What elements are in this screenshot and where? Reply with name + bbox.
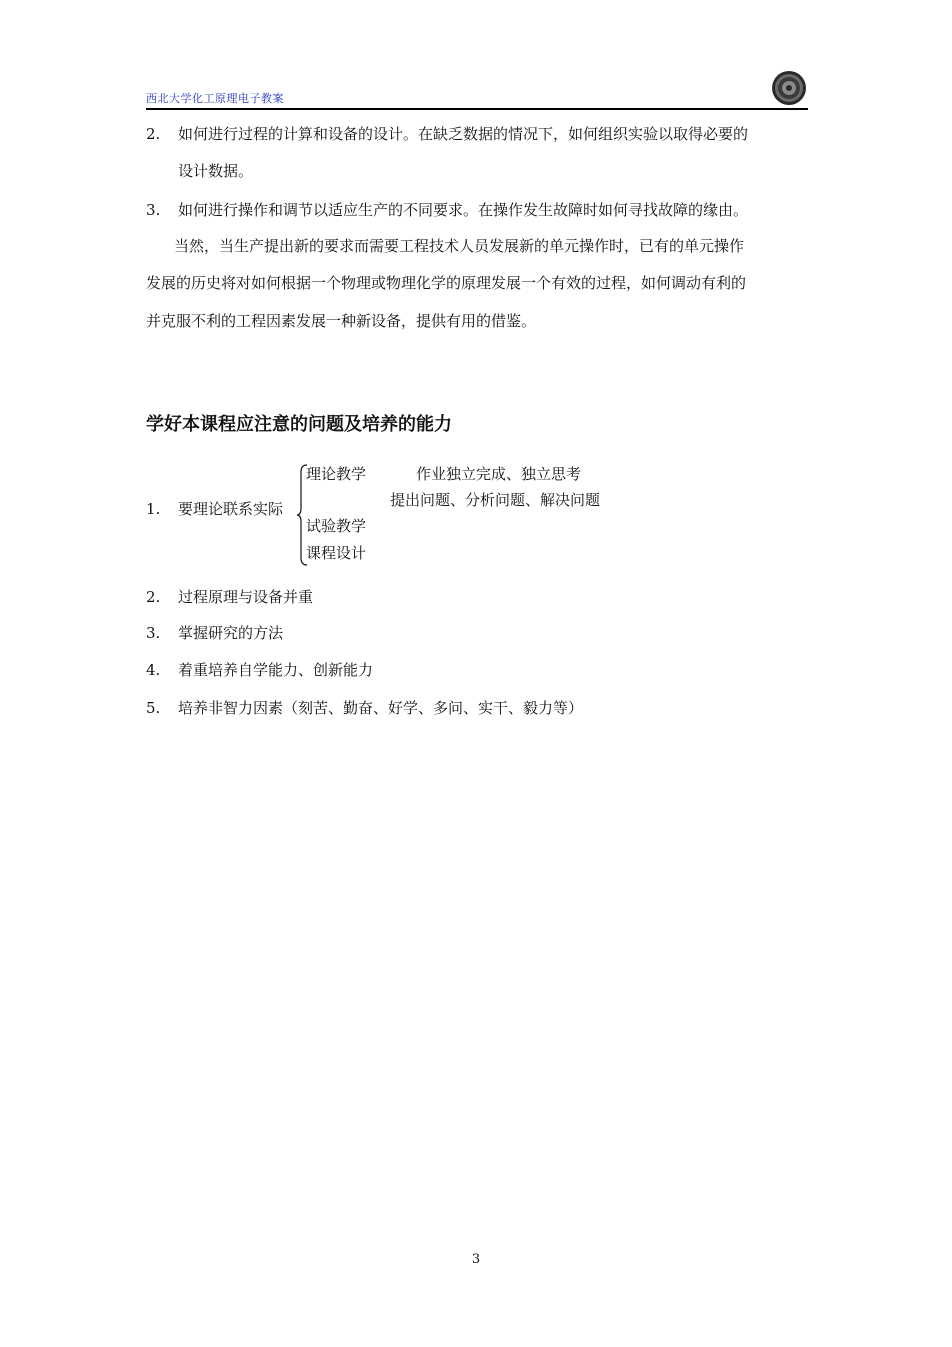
- branch-experiment: 试验教学: [306, 517, 367, 535]
- item-text: 如何进行操作和调节以适应生产的不同要求。在操作发生故障时如何寻找故障的缘由。: [178, 201, 749, 219]
- item-number: 3.: [146, 624, 161, 642]
- paragraph-line: 发展的历史将对如何根据一个物理或物理化学的原理发展一个有效的过程，如何调动有利的: [146, 274, 747, 292]
- paragraph-line: 并克服不利的工程因素发展一种新设备，提供有用的借鉴。: [146, 312, 537, 330]
- paragraph-line: 当然，当生产提出新的要求而需要工程技术人员发展新的单元操作时，已有的单元操作: [174, 237, 745, 255]
- item-number: 2.: [146, 588, 161, 606]
- item-text: 掌握研究的方法: [178, 624, 284, 642]
- item-text: 过程原理与设备并重: [178, 588, 314, 606]
- section-heading: 学好本课程应注意的问题及培养的能力: [146, 414, 452, 435]
- item-text: 如何进行过程的计算和设备的设计。在缺乏数据的情况下，如何组织实验以取得必要的: [178, 125, 749, 143]
- note-homework: 作业独立完成、独立思考: [416, 465, 582, 483]
- header-title: 西北大学化工原理电子教案: [146, 92, 284, 105]
- item-text: 着重培养自学能力、创新能力: [178, 661, 374, 679]
- note-problem-solving: 提出问题、分析问题、解决问题: [390, 491, 601, 509]
- university-seal-icon: [771, 70, 807, 106]
- branch-theory: 理论教学: [306, 465, 367, 483]
- item-number: 5.: [146, 699, 161, 717]
- item-number: 1.: [146, 500, 161, 518]
- item-number: 3.: [146, 201, 161, 219]
- item-text: 设计数据。: [178, 162, 254, 180]
- item-number: 2.: [146, 125, 161, 143]
- header-rule: [146, 108, 808, 110]
- page-number: 3: [471, 1252, 481, 1267]
- item-label: 要理论联系实际: [178, 500, 284, 518]
- branch-course-design: 课程设计: [306, 544, 367, 562]
- item-text: 培养非智力因素（刻苦、勤奋、好学、多问、实干、毅力等）: [178, 699, 584, 717]
- item-number: 4.: [146, 661, 161, 679]
